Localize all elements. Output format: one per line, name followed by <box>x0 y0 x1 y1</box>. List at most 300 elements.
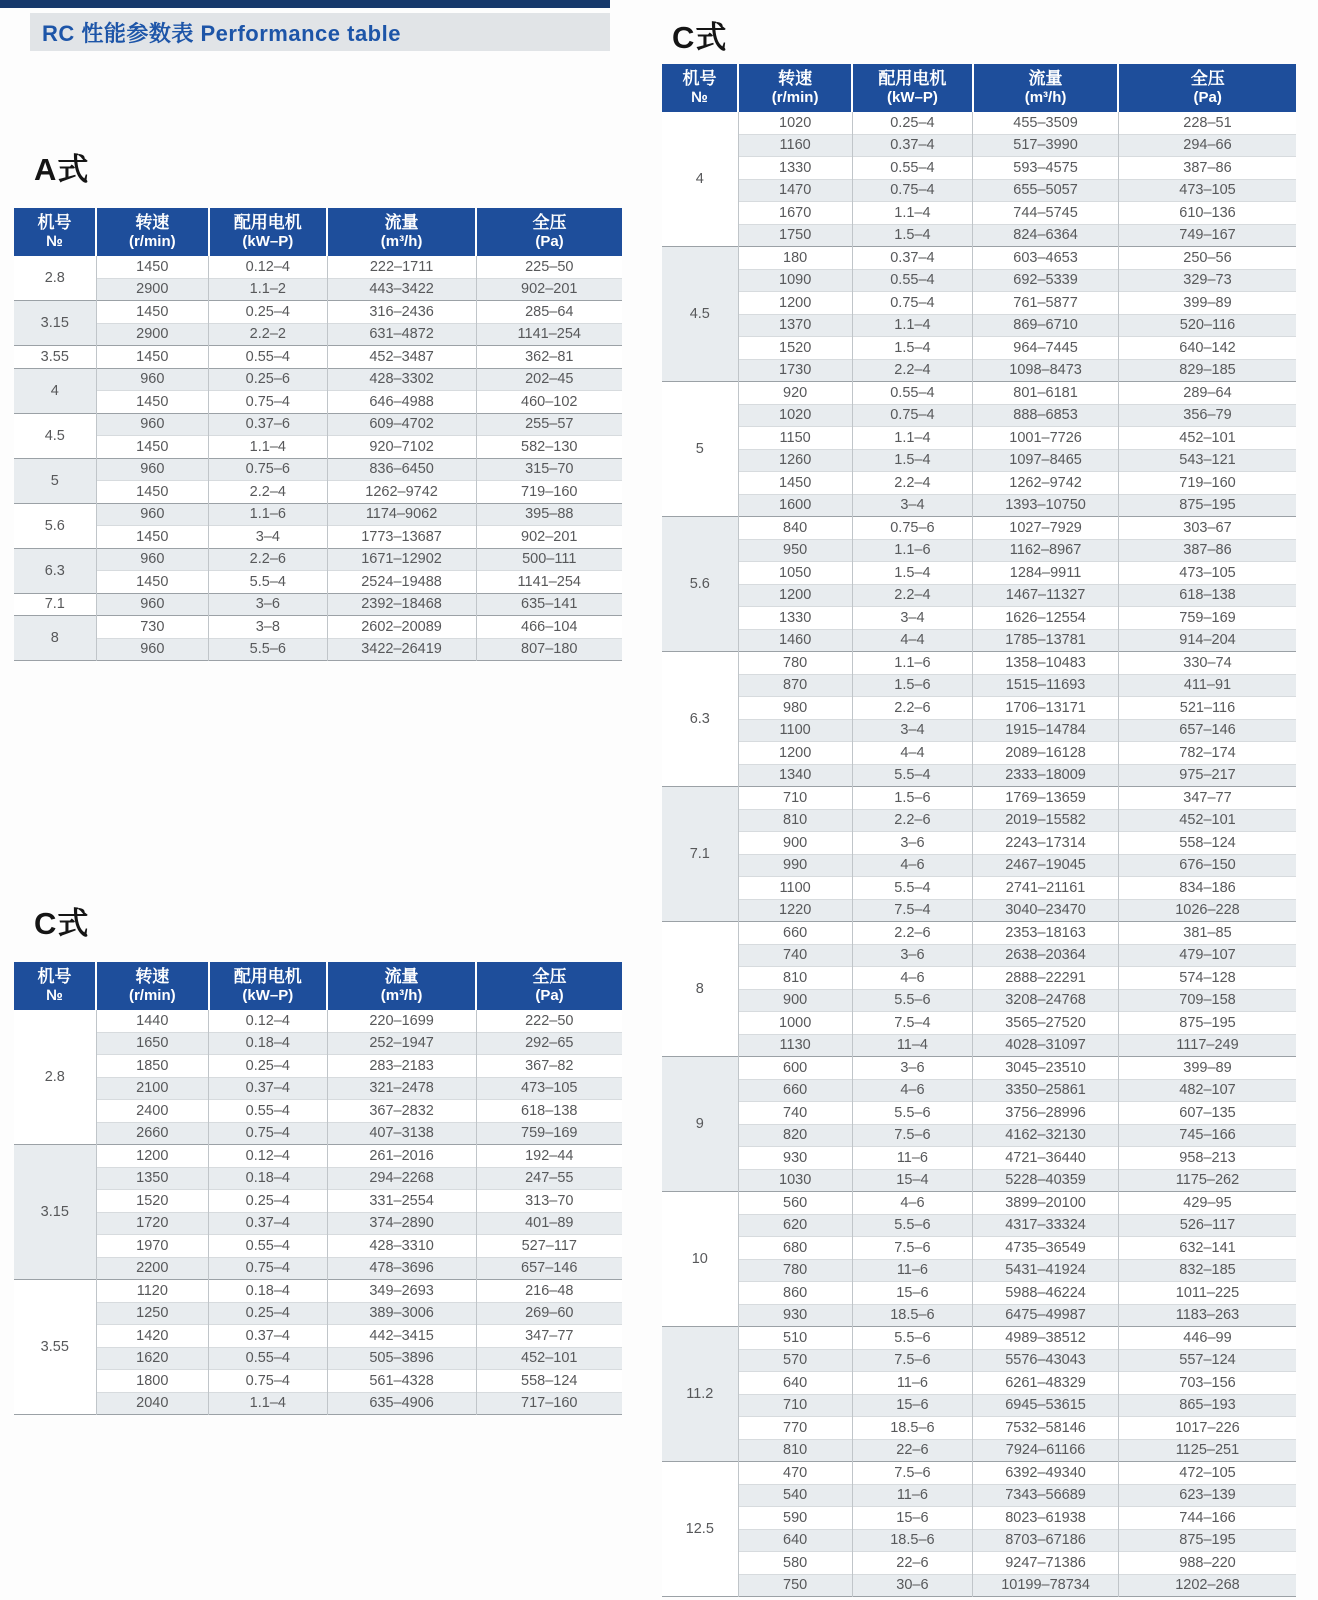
table-row <box>662 562 1296 585</box>
fan-no-cell: 10 <box>662 1192 738 1327</box>
motor-cell: 1.1–6 <box>209 503 328 526</box>
speed-cell: 740 <box>738 944 852 967</box>
speed-cell: 780 <box>738 652 852 675</box>
speed-cell: 680 <box>738 1237 852 1260</box>
motor-cell: 7.5–6 <box>852 1124 972 1147</box>
motor-cell: 0.12–4 <box>209 1145 328 1168</box>
speed-cell: 820 <box>738 1124 852 1147</box>
motor-cell: 5.5–6 <box>852 1327 972 1350</box>
table-a-heading: A式 <box>34 152 90 187</box>
speed-cell: 990 <box>738 854 852 877</box>
speed-cell: 510 <box>738 1327 852 1350</box>
table-row <box>662 292 1296 315</box>
pressure-cell: 632–141 <box>1118 1237 1296 1260</box>
motor-cell: 0.55–4 <box>209 346 328 369</box>
table-row <box>14 256 622 278</box>
motor-cell: 3–6 <box>852 944 972 967</box>
flow-cell: 1097–8465 <box>973 449 1119 472</box>
table-row <box>662 1349 1296 1372</box>
flow-cell: 3040–23470 <box>973 899 1119 922</box>
flow-cell: 294–2268 <box>327 1167 476 1190</box>
flow-cell: 920–7102 <box>327 436 476 459</box>
fan-no-cell: 4 <box>662 112 738 247</box>
table-row <box>14 436 622 459</box>
motor-cell: 3–4 <box>852 719 972 742</box>
flow-cell: 7924–61166 <box>973 1439 1119 1462</box>
table-row <box>662 1259 1296 1282</box>
speed-cell: 960 <box>96 413 208 436</box>
table-row <box>662 202 1296 225</box>
flow-cell: 2019–15582 <box>973 809 1119 832</box>
pressure-cell: 192–44 <box>476 1145 622 1168</box>
pressure-cell: 618–138 <box>476 1100 622 1123</box>
motor-cell: 1.1–4 <box>209 1392 328 1415</box>
pressure-cell: 745–166 <box>1118 1124 1296 1147</box>
fan-no-cell: 6.3 <box>662 652 738 787</box>
page-title-bar <box>30 13 610 51</box>
table-row <box>662 1484 1296 1507</box>
speed-cell: 860 <box>738 1282 852 1305</box>
flow-cell: 10199–78734 <box>973 1574 1119 1597</box>
speed-cell: 1670 <box>738 202 852 225</box>
motor-cell: 1.5–6 <box>852 674 972 697</box>
speed-cell: 960 <box>96 593 208 616</box>
flow-cell: 801–6181 <box>973 382 1119 405</box>
speed-cell: 2900 <box>96 278 208 301</box>
motor-cell: 7.5–6 <box>852 1349 972 1372</box>
pressure-cell: 902–201 <box>476 278 622 301</box>
pressure-cell: 202–45 <box>476 368 622 391</box>
pressure-cell: 521–116 <box>1118 697 1296 720</box>
column-header-pressure: 全压 (Pa) <box>476 962 622 1010</box>
flow-cell: 1174–9062 <box>327 503 476 526</box>
speed-cell: 540 <box>738 1484 852 1507</box>
fan-no-cell: 7.1 <box>662 787 738 922</box>
flow-cell: 321–2478 <box>327 1077 476 1100</box>
flow-cell: 1027–7929 <box>973 517 1119 540</box>
pressure-cell: 387–86 <box>1118 157 1296 180</box>
table-row <box>662 809 1296 832</box>
pressure-cell: 452–101 <box>1118 427 1296 450</box>
table-row <box>662 314 1296 337</box>
flow-cell: 4028–31097 <box>973 1034 1119 1057</box>
speed-cell: 960 <box>96 638 208 661</box>
pressure-cell: 1011–225 <box>1118 1282 1296 1305</box>
pressure-cell: 399–89 <box>1118 1057 1296 1080</box>
motor-cell: 7.5–4 <box>852 899 972 922</box>
table-row <box>14 1010 622 1032</box>
table-row <box>662 1282 1296 1305</box>
motor-cell: 11–6 <box>852 1372 972 1395</box>
motor-cell: 1.5–4 <box>852 449 972 472</box>
speed-cell: 1100 <box>738 877 852 900</box>
speed-cell: 2400 <box>96 1100 208 1123</box>
fan-no-cell: 4.5 <box>14 413 96 458</box>
pressure-cell: 429–95 <box>1118 1192 1296 1215</box>
fan-no-cell: 3.15 <box>14 301 96 346</box>
speed-cell: 560 <box>738 1192 852 1215</box>
flow-cell: 836–6450 <box>327 458 476 481</box>
flow-cell: 3899–20100 <box>973 1192 1119 1215</box>
pressure-cell: 250–56 <box>1118 247 1296 270</box>
flow-cell: 1358–10483 <box>973 652 1119 675</box>
pressure-cell: 216–48 <box>476 1280 622 1303</box>
motor-cell: 0.18–4 <box>209 1280 328 1303</box>
motor-cell: 0.18–4 <box>209 1167 328 1190</box>
pressure-cell: 479–107 <box>1118 944 1296 967</box>
flow-cell: 6392–49340 <box>973 1462 1119 1485</box>
performance-table-c-right <box>662 64 1296 1597</box>
table-row <box>14 571 622 594</box>
motor-cell: 2.2–4 <box>852 472 972 495</box>
pressure-cell: 807–180 <box>476 638 622 661</box>
speed-cell: 950 <box>738 539 852 562</box>
fan-no-cell: 4.5 <box>662 247 738 382</box>
fan-no-cell: 2.8 <box>14 1010 96 1145</box>
pressure-cell: 1141–254 <box>476 571 622 594</box>
motor-cell: 0.12–4 <box>209 1010 328 1032</box>
motor-cell: 4–4 <box>852 742 972 765</box>
table-row <box>14 1167 622 1190</box>
fan-no-cell: 3.15 <box>14 1145 96 1280</box>
pressure-cell: 1141–254 <box>476 323 622 346</box>
table-row <box>14 1235 622 1258</box>
motor-cell: 4–4 <box>852 629 972 652</box>
motor-cell: 1.5–4 <box>852 224 972 247</box>
motor-cell: 5.5–6 <box>852 989 972 1012</box>
pressure-cell: 466–104 <box>476 616 622 639</box>
flow-cell: 428–3310 <box>327 1235 476 1258</box>
pressure-cell: 749–167 <box>1118 224 1296 247</box>
motor-cell: 3–6 <box>852 832 972 855</box>
table-row <box>662 269 1296 292</box>
column-header-speed: 转速 (r/min) <box>738 64 852 112</box>
speed-cell: 2200 <box>96 1257 208 1280</box>
pressure-cell: 1183–263 <box>1118 1304 1296 1327</box>
table-row <box>662 1417 1296 1440</box>
pressure-cell: 657–146 <box>1118 719 1296 742</box>
flow-cell: 3208–24768 <box>973 989 1119 1012</box>
table-row <box>662 787 1296 810</box>
table-row <box>662 629 1296 652</box>
table-row <box>14 346 622 369</box>
flow-cell: 2602–20089 <box>327 616 476 639</box>
table-row <box>14 1122 622 1145</box>
speed-cell: 1620 <box>96 1347 208 1370</box>
flow-cell: 1706–13171 <box>973 697 1119 720</box>
speed-cell: 180 <box>738 247 852 270</box>
pressure-cell: 446–99 <box>1118 1327 1296 1350</box>
speed-cell: 1200 <box>96 1145 208 1168</box>
motor-cell: 3–4 <box>852 494 972 517</box>
motor-cell: 0.55–4 <box>852 382 972 405</box>
pressure-cell: 452–101 <box>1118 809 1296 832</box>
flow-cell: 824–6364 <box>973 224 1119 247</box>
table-row <box>662 989 1296 1012</box>
speed-cell: 1720 <box>96 1212 208 1235</box>
flow-cell: 7343–56689 <box>973 1484 1119 1507</box>
table-row <box>662 719 1296 742</box>
flow-cell: 367–2832 <box>327 1100 476 1123</box>
table-row <box>662 1124 1296 1147</box>
flow-cell: 1162–8967 <box>973 539 1119 562</box>
speed-cell: 2660 <box>96 1122 208 1145</box>
motor-cell: 4–6 <box>852 854 972 877</box>
pressure-cell: 387–86 <box>1118 539 1296 562</box>
pressure-cell: 703–156 <box>1118 1372 1296 1395</box>
flow-cell: 7532–58146 <box>973 1417 1119 1440</box>
motor-cell: 0.55–4 <box>852 157 972 180</box>
speed-cell: 1020 <box>738 404 852 427</box>
flow-cell: 5431–41924 <box>973 1259 1119 1282</box>
pressure-cell: 527–117 <box>476 1235 622 1258</box>
table-row <box>662 472 1296 495</box>
speed-cell: 960 <box>96 503 208 526</box>
motor-cell: 7.5–6 <box>852 1237 972 1260</box>
flow-cell: 1515–11693 <box>973 674 1119 697</box>
flow-cell: 4989–38512 <box>973 1327 1119 1350</box>
motor-cell: 0.37–4 <box>209 1077 328 1100</box>
table-row <box>662 652 1296 675</box>
flow-cell: 3422–26419 <box>327 638 476 661</box>
motor-cell: 1.1–6 <box>852 652 972 675</box>
flow-cell: 761–5877 <box>973 292 1119 315</box>
pressure-cell: 988–220 <box>1118 1552 1296 1575</box>
flow-cell: 389–3006 <box>327 1302 476 1325</box>
motor-cell: 2.2–6 <box>852 809 972 832</box>
table-row <box>14 1145 622 1168</box>
pressure-cell: 367–82 <box>476 1055 622 1078</box>
motor-cell: 3–4 <box>209 526 328 549</box>
motor-cell: 0.55–4 <box>852 269 972 292</box>
speed-cell: 1260 <box>738 449 852 472</box>
speed-cell: 1150 <box>738 427 852 450</box>
flow-cell: 452–3487 <box>327 346 476 369</box>
pressure-cell: 676–150 <box>1118 854 1296 877</box>
pressure-cell: 744–166 <box>1118 1507 1296 1530</box>
motor-cell: 0.55–4 <box>209 1235 328 1258</box>
speed-cell: 1730 <box>738 359 852 382</box>
motor-cell: 0.37–4 <box>209 1212 328 1235</box>
speed-cell: 1750 <box>738 224 852 247</box>
fan-no-cell: 4 <box>14 368 96 413</box>
fan-no-cell: 3.55 <box>14 346 96 369</box>
pressure-cell: 902–201 <box>476 526 622 549</box>
motor-cell: 3–8 <box>209 616 328 639</box>
motor-cell: 22–6 <box>852 1552 972 1575</box>
motor-cell: 18.5–6 <box>852 1417 972 1440</box>
flow-cell: 744–5745 <box>973 202 1119 225</box>
table-row <box>662 1394 1296 1417</box>
table-row <box>14 526 622 549</box>
table-row <box>14 278 622 301</box>
motor-cell: 2.2–6 <box>852 922 972 945</box>
pressure-cell: 292–65 <box>476 1032 622 1055</box>
speed-cell: 1470 <box>738 179 852 202</box>
flow-cell: 1393–10750 <box>973 494 1119 517</box>
speed-cell: 810 <box>738 1439 852 1462</box>
speed-cell: 660 <box>738 922 852 945</box>
flow-cell: 6261–48329 <box>973 1372 1119 1395</box>
flow-cell: 964–7445 <box>973 337 1119 360</box>
table-row <box>662 854 1296 877</box>
column-header-flow: 流量 (m³/h) <box>327 208 476 256</box>
column-header-speed: 转速 (r/min) <box>96 962 208 1010</box>
performance-table <box>662 64 1296 1597</box>
flow-cell: 5576–43043 <box>973 1349 1119 1372</box>
column-header-fan-no: 机号 № <box>662 64 738 112</box>
pressure-cell: 255–57 <box>476 413 622 436</box>
table-row <box>662 1327 1296 1350</box>
motor-cell: 1.1–4 <box>852 202 972 225</box>
pressure-cell: 717–160 <box>476 1392 622 1415</box>
motor-cell: 11–6 <box>852 1147 972 1170</box>
table-row <box>662 697 1296 720</box>
pressure-cell: 526–117 <box>1118 1214 1296 1237</box>
pressure-cell: 709–158 <box>1118 989 1296 1012</box>
flow-cell: 4721–36440 <box>973 1147 1119 1170</box>
speed-cell: 1030 <box>738 1169 852 1192</box>
table-row <box>14 1032 622 1055</box>
table-row <box>14 593 622 616</box>
flow-cell: 283–2183 <box>327 1055 476 1078</box>
flow-cell: 609–4702 <box>327 413 476 436</box>
pressure-cell: 557–124 <box>1118 1349 1296 1372</box>
speed-cell: 1520 <box>738 337 852 360</box>
pressure-cell: 657–146 <box>476 1257 622 1280</box>
table-row <box>662 832 1296 855</box>
flow-cell: 4735–36549 <box>973 1237 1119 1260</box>
table-row <box>14 1077 622 1100</box>
pressure-cell: 574–128 <box>1118 967 1296 990</box>
flow-cell: 455–3509 <box>973 112 1119 134</box>
motor-cell: 0.55–4 <box>209 1347 328 1370</box>
speed-cell: 1330 <box>738 157 852 180</box>
column-header-speed: 转速 (r/min) <box>96 208 208 256</box>
pressure-cell: 269–60 <box>476 1302 622 1325</box>
table-row <box>14 1257 622 1280</box>
column-header-pressure: 全压 (Pa) <box>1118 64 1296 112</box>
table-c-left-heading: C式 <box>34 906 90 941</box>
table-row <box>14 1055 622 1078</box>
flow-cell: 428–3302 <box>327 368 476 391</box>
table-row <box>662 1034 1296 1057</box>
speed-cell: 1970 <box>96 1235 208 1258</box>
flow-cell: 2333–18009 <box>973 764 1119 787</box>
flow-cell: 692–5339 <box>973 269 1119 292</box>
flow-cell: 222–1711 <box>327 256 476 278</box>
pressure-cell: 473–105 <box>1118 562 1296 585</box>
table-row <box>662 1237 1296 1260</box>
column-header-flow: 流量 (m³/h) <box>973 64 1119 112</box>
pressure-cell: 473–105 <box>476 1077 622 1100</box>
speed-cell: 1800 <box>96 1370 208 1393</box>
flow-cell: 888–6853 <box>973 404 1119 427</box>
motor-cell: 0.25–4 <box>209 1302 328 1325</box>
pressure-cell: 411–91 <box>1118 674 1296 697</box>
speed-cell: 710 <box>738 787 852 810</box>
pressure-cell: 610–136 <box>1118 202 1296 225</box>
speed-cell: 1520 <box>96 1190 208 1213</box>
motor-cell: 15–4 <box>852 1169 972 1192</box>
motor-cell: 0.25–4 <box>209 1190 328 1213</box>
motor-cell: 0.75–4 <box>209 1122 328 1145</box>
speed-cell: 810 <box>738 809 852 832</box>
flow-cell: 4162–32130 <box>973 1124 1119 1147</box>
flow-cell: 2467–19045 <box>973 854 1119 877</box>
motor-cell: 3–6 <box>852 1057 972 1080</box>
performance-table <box>14 208 622 661</box>
motor-cell: 2.2–2 <box>209 323 328 346</box>
speed-cell: 1090 <box>738 269 852 292</box>
flow-cell: 505–3896 <box>327 1347 476 1370</box>
flow-cell: 2888–22291 <box>973 967 1119 990</box>
flow-cell: 8703–67186 <box>973 1529 1119 1552</box>
pressure-cell: 285–64 <box>476 301 622 324</box>
motor-cell: 1.1–4 <box>209 436 328 459</box>
column-header-motor: 配用电机 (kW–P) <box>209 208 328 256</box>
flow-cell: 220–1699 <box>327 1010 476 1032</box>
speed-cell: 640 <box>738 1529 852 1552</box>
flow-cell: 8023–61938 <box>973 1507 1119 1530</box>
motor-cell: 30–6 <box>852 1574 972 1597</box>
motor-cell: 4–6 <box>852 1079 972 1102</box>
speed-cell: 1200 <box>738 742 852 765</box>
speed-cell: 870 <box>738 674 852 697</box>
motor-cell: 0.25–4 <box>209 301 328 324</box>
speed-cell: 1200 <box>738 584 852 607</box>
speed-cell: 570 <box>738 1349 852 1372</box>
speed-cell: 1330 <box>738 607 852 630</box>
table-row <box>662 247 1296 270</box>
pressure-cell: 247–55 <box>476 1167 622 1190</box>
flow-cell: 443–3422 <box>327 278 476 301</box>
fan-no-cell: 5 <box>662 382 738 517</box>
flow-cell: 442–3415 <box>327 1325 476 1348</box>
pressure-cell: 829–185 <box>1118 359 1296 382</box>
speed-cell: 640 <box>738 1372 852 1395</box>
table-row <box>662 1552 1296 1575</box>
motor-cell: 2.2–6 <box>852 697 972 720</box>
speed-cell: 920 <box>738 382 852 405</box>
flow-cell: 1671–12902 <box>327 548 476 571</box>
speed-cell: 960 <box>96 368 208 391</box>
table-row <box>662 1147 1296 1170</box>
fan-no-cell: 6.3 <box>14 548 96 593</box>
table-row <box>662 449 1296 472</box>
flow-cell: 3756–28996 <box>973 1102 1119 1125</box>
pressure-cell: 399–89 <box>1118 292 1296 315</box>
table-row <box>662 1529 1296 1552</box>
motor-cell: 5.5–6 <box>852 1102 972 1125</box>
fan-no-cell: 8 <box>662 922 738 1057</box>
pressure-cell: 640–142 <box>1118 337 1296 360</box>
speed-cell: 1120 <box>96 1280 208 1303</box>
pressure-cell: 558–124 <box>1118 832 1296 855</box>
motor-cell: 0.25–6 <box>209 368 328 391</box>
speed-cell: 580 <box>738 1552 852 1575</box>
motor-cell: 18.5–6 <box>852 1529 972 1552</box>
table-row <box>662 517 1296 540</box>
motor-cell: 0.37–4 <box>209 1325 328 1348</box>
flow-cell: 2524–19488 <box>327 571 476 594</box>
pressure-cell: 958–213 <box>1118 1147 1296 1170</box>
pressure-cell: 607–135 <box>1118 1102 1296 1125</box>
table-row <box>14 638 622 661</box>
pressure-cell: 1117–249 <box>1118 1034 1296 1057</box>
speed-cell: 900 <box>738 989 852 1012</box>
speed-cell: 1450 <box>96 436 208 459</box>
